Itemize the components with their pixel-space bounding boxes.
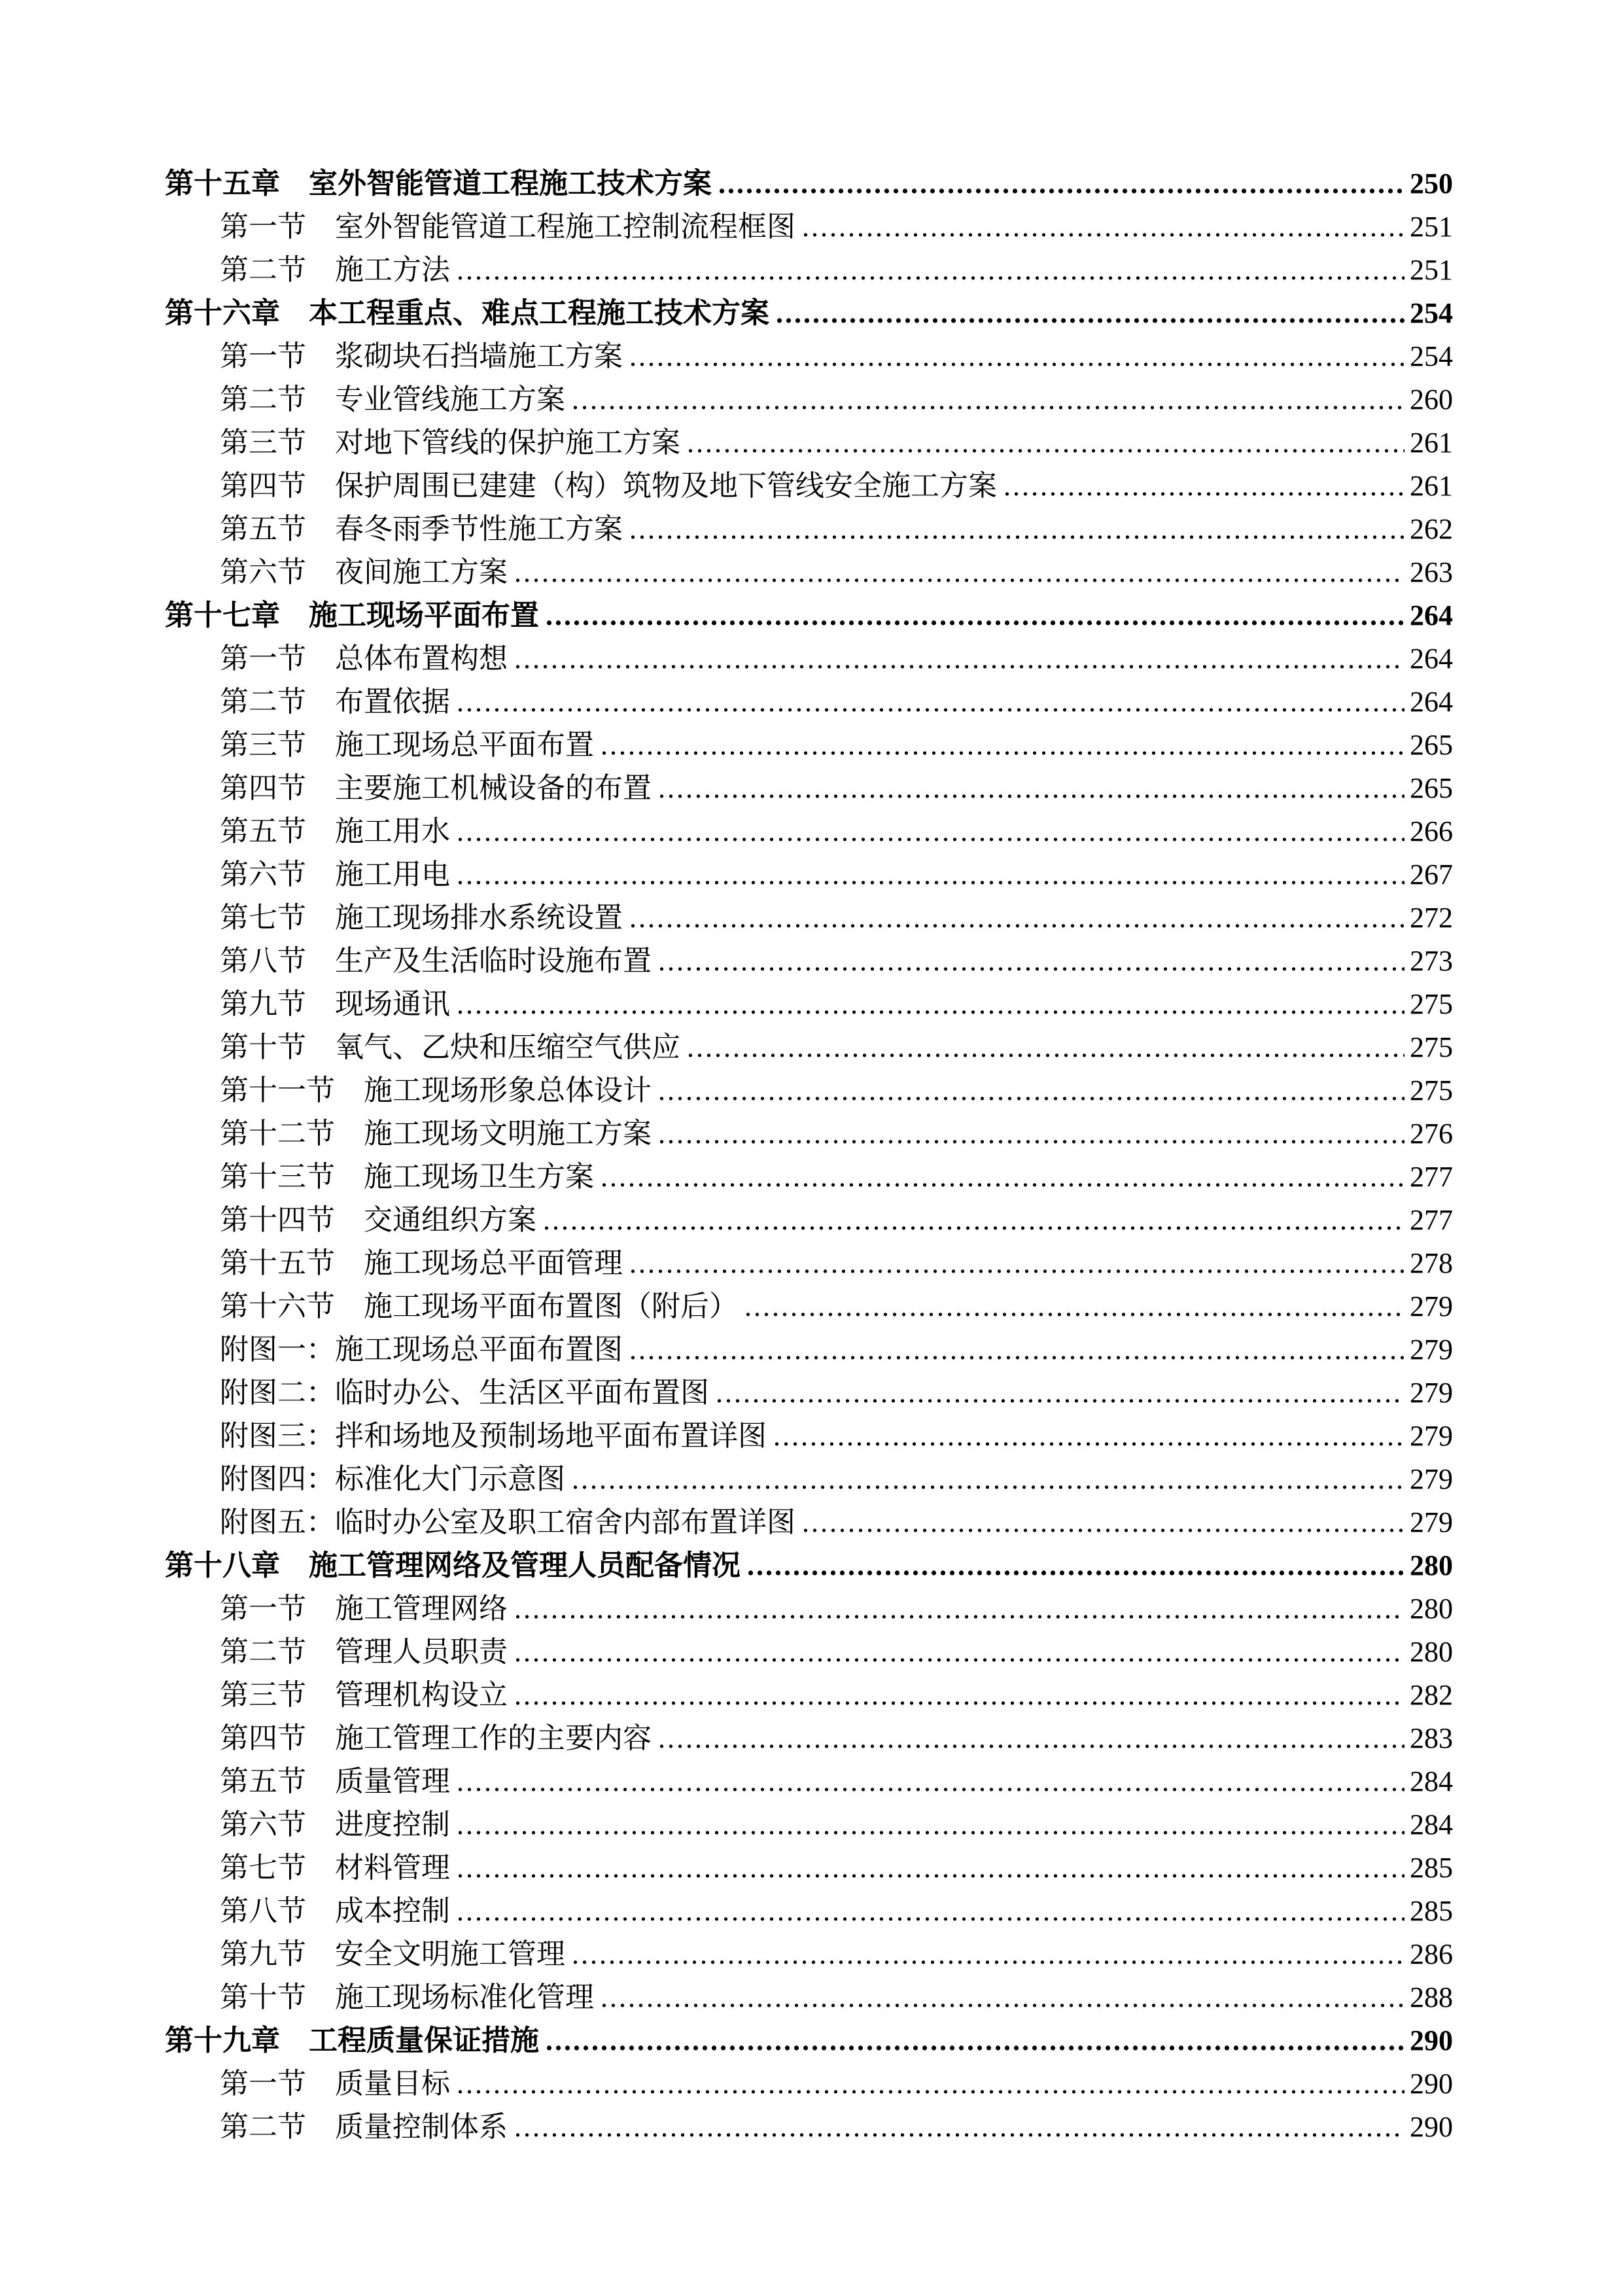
toc-leader-dots — [572, 1933, 1405, 1976]
toc-entry-section — [220, 205, 1453, 249]
toc-page-number: 284 — [1410, 1809, 1453, 1841]
toc-page-number: 264 — [1410, 599, 1453, 631]
toc-leader-dots — [773, 1415, 1405, 1458]
toc-leader-dots — [658, 767, 1405, 810]
toc-entry-label: 第七节 材料管理 — [220, 1852, 450, 1884]
toc-entry-label: 第十五章 室外智能管道工程施工技术方案 — [165, 168, 712, 200]
toc-entry-section — [220, 421, 1453, 465]
toc-page-number: 261 — [1410, 470, 1453, 502]
toc-entry-section — [220, 378, 1453, 421]
toc-page-number: 266 — [1410, 815, 1453, 847]
toc-entry-label: 第十节 氧气、乙炔和压缩空气供应 — [220, 1031, 680, 1063]
toc-leader-dots — [572, 378, 1405, 421]
toc-leader-dots — [457, 1846, 1405, 1890]
toc-entry-label: 第四节 保护周围已建建（构）筑物及地下管线安全施工方案 — [220, 470, 997, 502]
toc-page-number: 290 — [1410, 2068, 1453, 2100]
toc-page-number: 282 — [1410, 1679, 1453, 1711]
toc-leader-dots — [747, 1544, 1405, 1587]
toc-entry-label: 第二节 施工方法 — [220, 254, 450, 286]
toc-entry-label: 第十七章 施工现场平面布置 — [165, 599, 539, 631]
toc-entry-label: 第十节 施工现场标准化管理 — [220, 1981, 594, 2013]
toc-page-number: 275 — [1410, 1031, 1453, 1063]
toc-entry-label: 第八节 成本控制 — [220, 1895, 450, 1927]
toc-page-number: 277 — [1410, 1204, 1453, 1236]
toc-leader-dots — [658, 940, 1405, 983]
toc-entry-section — [220, 2106, 1453, 2149]
toc-page-number: 280 — [1410, 1549, 1453, 1581]
toc-entry-section — [220, 896, 1453, 940]
toc-entry-label: 第二节 专业管线施工方案 — [220, 383, 565, 415]
toc-entry-section — [220, 508, 1453, 551]
toc-entry-figure — [220, 1371, 1453, 1415]
toc-leader-dots — [457, 983, 1405, 1026]
toc-leader-dots — [601, 724, 1405, 767]
toc-page-number: 283 — [1410, 1722, 1453, 1754]
toc-page-number: 265 — [1410, 772, 1453, 804]
toc-entry-label: 第四节 主要施工机械设备的布置 — [220, 772, 652, 804]
toc-page-number: 275 — [1410, 988, 1453, 1020]
toc-leader-dots — [601, 1976, 1405, 2019]
toc-leader-dots — [457, 2062, 1405, 2106]
toc-entry-section — [220, 940, 1453, 983]
toc-leader-dots — [716, 1371, 1405, 1415]
toc-entry-chapter — [165, 1544, 1453, 1587]
toc-page-number: 285 — [1410, 1895, 1453, 1927]
toc-entry-label: 第十一节 施工现场形象总体设计 — [220, 1074, 652, 1106]
toc-entry-label: 第十八章 施工管理网络及管理人员配备情况 — [165, 1549, 741, 1581]
toc-page-number: 290 — [1410, 2111, 1453, 2143]
toc-entry-label: 第六节 施工用电 — [220, 858, 450, 891]
toc-leader-dots — [658, 1069, 1405, 1112]
toc-entry-section — [220, 1112, 1453, 1156]
toc-page-number: 279 — [1410, 1377, 1453, 1409]
toc-leader-dots — [543, 1199, 1405, 1242]
toc-leader-dots — [744, 1285, 1405, 1328]
toc-entry-label: 附图三：拌和场地及预制场地平面布置详图 — [220, 1420, 767, 1452]
toc-leader-dots — [457, 1890, 1405, 1933]
toc-leader-dots — [572, 1458, 1405, 1501]
toc-page-number: 262 — [1410, 513, 1453, 545]
toc-leader-dots — [546, 2019, 1405, 2062]
toc-page-number: 276 — [1410, 1118, 1453, 1150]
toc-entry-label: 附图二：临时办公、生活区平面布置图 — [220, 1377, 709, 1409]
toc-entry-section — [220, 853, 1453, 896]
toc-page-number: 275 — [1410, 1074, 1453, 1106]
toc-page-number: 264 — [1410, 643, 1453, 675]
toc-entry-section — [220, 637, 1453, 680]
toc-entry-chapter — [165, 292, 1453, 335]
toc-page-number: 279 — [1410, 1420, 1453, 1452]
toc-page-number: 261 — [1410, 427, 1453, 459]
toc-leader-dots — [658, 1717, 1405, 1760]
toc-entry-figure — [220, 1501, 1453, 1544]
toc-leader-dots — [687, 421, 1405, 465]
toc-leader-dots — [457, 853, 1405, 896]
toc-leader-dots — [776, 292, 1405, 335]
toc-leader-dots — [658, 1112, 1405, 1156]
toc-page-number: 290 — [1410, 2024, 1453, 2057]
toc-entry-section — [220, 680, 1453, 724]
toc-entry-section — [220, 724, 1453, 767]
toc-page-number: 264 — [1410, 686, 1453, 718]
toc-page-number: 272 — [1410, 902, 1453, 934]
toc-leader-dots — [514, 1587, 1405, 1631]
toc-entry-section — [220, 1933, 1453, 1976]
toc-entry-section — [220, 1976, 1453, 2019]
toc-leader-dots — [629, 1328, 1405, 1371]
toc-entry-section — [220, 2062, 1453, 2106]
toc-page-number: 263 — [1410, 556, 1453, 588]
toc-entry-label: 第十九章 工程质量保证措施 — [165, 2024, 539, 2057]
toc-page-number: 254 — [1410, 297, 1453, 329]
toc-entry-label: 第六节 进度控制 — [220, 1809, 450, 1841]
toc-entry-label: 第三节 对地下管线的保护施工方案 — [220, 427, 680, 459]
toc-entry-label: 第五节 质量管理 — [220, 1765, 450, 1797]
toc-entry-label: 附图五：临时办公室及职工宿舍内部布置详图 — [220, 1506, 795, 1538]
toc-page-number: 273 — [1410, 945, 1453, 977]
toc-leader-dots — [629, 1242, 1405, 1285]
toc-entry-label: 附图一：施工现场总平面布置图 — [220, 1333, 623, 1366]
toc-entry-label: 第七节 施工现场排水系统设置 — [220, 902, 623, 934]
toc-entry-label: 附图四：标准化大门示意图 — [220, 1463, 565, 1495]
toc-entry-label: 第九节 现场通讯 — [220, 988, 450, 1020]
toc-page-number: 265 — [1410, 729, 1453, 761]
toc-leader-dots — [601, 1156, 1405, 1199]
toc-leader-dots — [514, 637, 1405, 680]
toc-leader-dots — [457, 810, 1405, 853]
toc-page-number: 288 — [1410, 1981, 1453, 2013]
toc-entry-section — [220, 1846, 1453, 1890]
toc-leader-dots — [802, 1501, 1405, 1544]
toc-leader-dots — [514, 2106, 1405, 2149]
toc-entry-section — [220, 1717, 1453, 1760]
toc-entry-label: 第十五节 施工现场总平面管理 — [220, 1247, 623, 1279]
toc-entry-label: 第十六节 施工现场平面布置图（附后） — [220, 1290, 738, 1322]
toc-entry-section — [220, 1890, 1453, 1933]
toc-entry-section — [220, 335, 1453, 378]
toc-entry-section — [220, 1587, 1453, 1631]
toc-page-number: 260 — [1410, 383, 1453, 415]
toc-leader-dots — [457, 1760, 1405, 1803]
toc-entry-section — [220, 1674, 1453, 1717]
toc-entry-section — [220, 1156, 1453, 1199]
toc-leader-dots — [514, 551, 1405, 594]
toc-entry-label: 第四节 施工管理工作的主要内容 — [220, 1722, 652, 1754]
toc-leader-dots — [1003, 465, 1405, 508]
toc-entry-chapter — [165, 2019, 1453, 2062]
toc-entry-label: 第一节 施工管理网络 — [220, 1593, 508, 1625]
toc-entry-section — [220, 1285, 1453, 1328]
toc-entry-section — [220, 1760, 1453, 1803]
toc-entry-label: 第五节 施工用水 — [220, 815, 450, 847]
toc-page-number: 277 — [1410, 1161, 1453, 1193]
toc-entry-section — [220, 1069, 1453, 1112]
toc-page-number: 280 — [1410, 1593, 1453, 1625]
toc-page-number: 286 — [1410, 1938, 1453, 1970]
toc-entry-figure — [220, 1328, 1453, 1371]
toc-entry-section — [220, 465, 1453, 508]
toc-page-number: 254 — [1410, 340, 1453, 372]
toc-page-number: 279 — [1410, 1333, 1453, 1366]
toc-page-number: 280 — [1410, 1636, 1453, 1668]
toc-entry-section — [220, 1242, 1453, 1285]
toc-page-number: 267 — [1410, 858, 1453, 891]
toc-entry-figure — [220, 1458, 1453, 1501]
toc-entry-section — [220, 1026, 1453, 1069]
toc-page-number: 279 — [1410, 1463, 1453, 1495]
toc-entry-chapter — [165, 594, 1453, 637]
toc-entry-section — [220, 983, 1453, 1026]
toc-entry-chapter — [165, 162, 1453, 205]
toc-entry-label: 第二节 布置依据 — [220, 686, 450, 718]
toc-entry-figure — [220, 1415, 1453, 1458]
toc-page-number: 279 — [1410, 1506, 1453, 1538]
toc-page-number: 251 — [1410, 254, 1453, 286]
toc-leader-dots — [457, 1803, 1405, 1846]
toc-entry-label: 第一节 室外智能管道工程施工控制流程框图 — [220, 211, 795, 243]
toc-leader-dots — [629, 896, 1405, 940]
toc-entry-label: 第一节 质量目标 — [220, 2068, 450, 2100]
toc-leader-dots — [718, 162, 1405, 205]
toc-leader-dots — [629, 508, 1405, 551]
toc-page-number: 279 — [1410, 1290, 1453, 1322]
toc-entry-section — [220, 1803, 1453, 1846]
toc-page-number: 278 — [1410, 1247, 1453, 1279]
toc-entry-label: 第二节 管理人员职责 — [220, 1636, 508, 1668]
toc-leader-dots — [546, 594, 1405, 637]
toc-entry-label: 第十三节 施工现场卫生方案 — [220, 1161, 594, 1193]
table-of-contents — [165, 162, 1453, 2149]
toc-entry-label: 第八节 生产及生活临时设施布置 — [220, 945, 652, 977]
toc-leader-dots — [514, 1674, 1405, 1717]
toc-entry-label: 第九节 安全文明施工管理 — [220, 1938, 565, 1970]
toc-entry-label: 第一节 总体布置构想 — [220, 643, 508, 675]
toc-entry-section — [220, 1631, 1453, 1674]
toc-entry-section — [220, 767, 1453, 810]
toc-entry-label: 第十二节 施工现场文明施工方案 — [220, 1118, 652, 1150]
toc-page-number: 251 — [1410, 211, 1453, 243]
toc-leader-dots — [687, 1026, 1405, 1069]
toc-entry-label: 第三节 施工现场总平面布置 — [220, 729, 594, 761]
toc-entry-label: 第十四节 交通组织方案 — [220, 1204, 536, 1236]
toc-leader-dots — [514, 1631, 1405, 1674]
toc-entry-section — [220, 810, 1453, 853]
toc-entry-label: 第六节 夜间施工方案 — [220, 556, 508, 588]
toc-leader-dots — [629, 335, 1405, 378]
toc-entry-section — [220, 551, 1453, 594]
toc-entry-label: 第三节 管理机构设立 — [220, 1679, 508, 1711]
toc-entry-label: 第十六章 本工程重点、难点工程施工技术方案 — [165, 297, 769, 329]
toc-entry-label: 第五节 春冬雨季节性施工方案 — [220, 513, 623, 545]
toc-entry-section — [220, 1199, 1453, 1242]
toc-leader-dots — [457, 249, 1405, 292]
toc-page-number: 250 — [1410, 168, 1453, 200]
toc-entry-label: 第二节 质量控制体系 — [220, 2111, 508, 2143]
toc-page-number: 285 — [1410, 1852, 1453, 1884]
toc-leader-dots — [457, 680, 1405, 724]
toc-entry-section — [220, 249, 1453, 292]
toc-page-number: 284 — [1410, 1765, 1453, 1797]
toc-leader-dots — [802, 205, 1405, 249]
toc-entry-label: 第一节 浆砌块石挡墙施工方案 — [220, 340, 623, 372]
